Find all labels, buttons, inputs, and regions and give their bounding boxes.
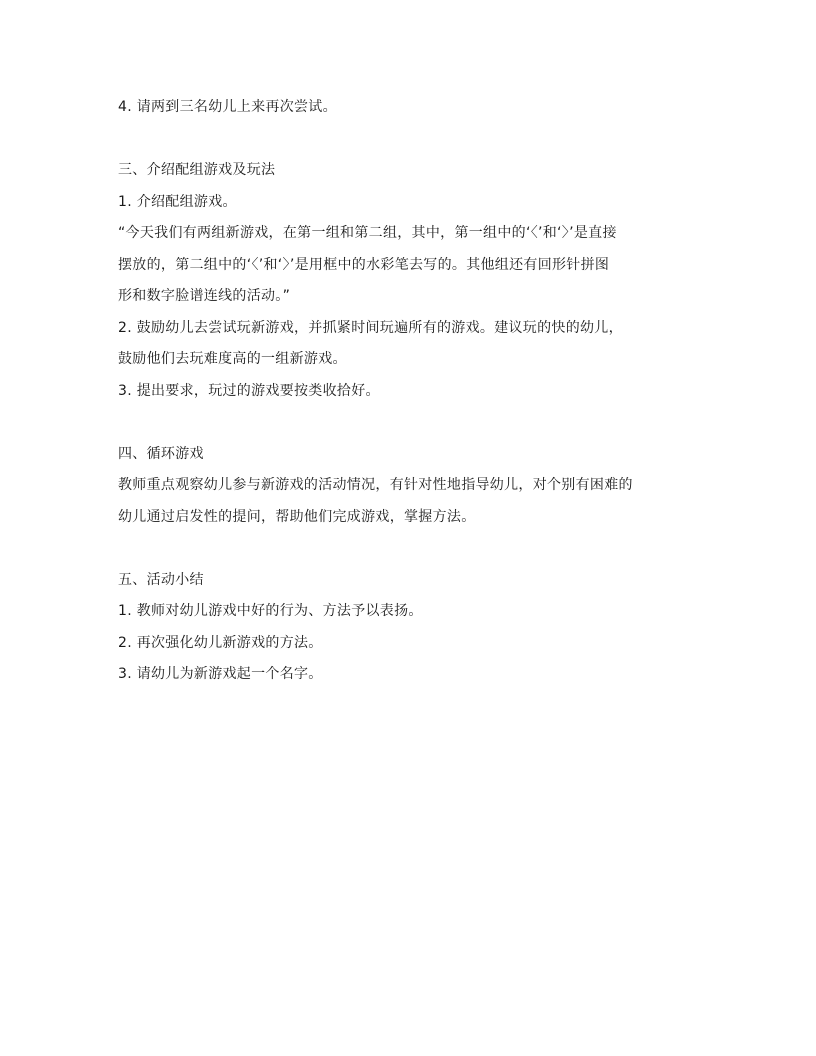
- section3-item1: 1. 介绍配组游戏。: [118, 193, 237, 210]
- spacer: [118, 533, 708, 565]
- spacer: [118, 124, 708, 156]
- section5-item1: 1. 教师对幼儿游戏中好的行为、方法予以表扬。: [118, 603, 423, 619]
- section5-heading: 五、活动小结: [118, 571, 204, 588]
- section3-item3: 3. 提出要求，玩过的游戏要按类收拾好。: [118, 382, 380, 399]
- spacer: [118, 407, 708, 439]
- section5-item2: 2. 再次强化幼儿新游戏的方法。: [118, 634, 323, 651]
- section3-item2-line2: 鼓励他们去玩难度高的一组新游戏。: [118, 351, 347, 367]
- section4-heading: 四、循环游戏: [118, 445, 204, 462]
- list-item-step4: 4. 请两到三名幼儿上来再次尝试。: [118, 99, 337, 115]
- section3-quote-line2: 摆放的，第二组中的‘〈’和‘〉’是用框中的水彩笔去写的。其他组还有回形针拼图: [118, 256, 610, 273]
- section4-line2: 幼儿通过启发性的提问，帮助他们完成游戏，掌握方法。: [118, 508, 476, 525]
- section3-heading: 三、介绍配组游戏及玩法: [118, 162, 276, 178]
- section5-item3: 3. 请幼儿为新游戏起一个名字。: [118, 666, 323, 682]
- section3-quote-line1: “今天我们有两组新游戏，在第一组和第二组，其中，第一组中的‘〈’和‘〉’是直接: [118, 225, 617, 241]
- section3-item2-line1: 2. 鼓励幼儿去尝试玩新游戏，并抓紧时间玩遍所有的游戏。建议玩的快的幼儿，: [118, 319, 623, 336]
- document-page: [118, 92, 708, 691]
- section4-line1: 教师重点观察幼儿参与新游戏的活动情况，有针对性地指导幼儿，对个别有困难的: [118, 477, 633, 493]
- section3-quote-line3: 形和数字脸谱连线的活动。”: [118, 288, 291, 304]
